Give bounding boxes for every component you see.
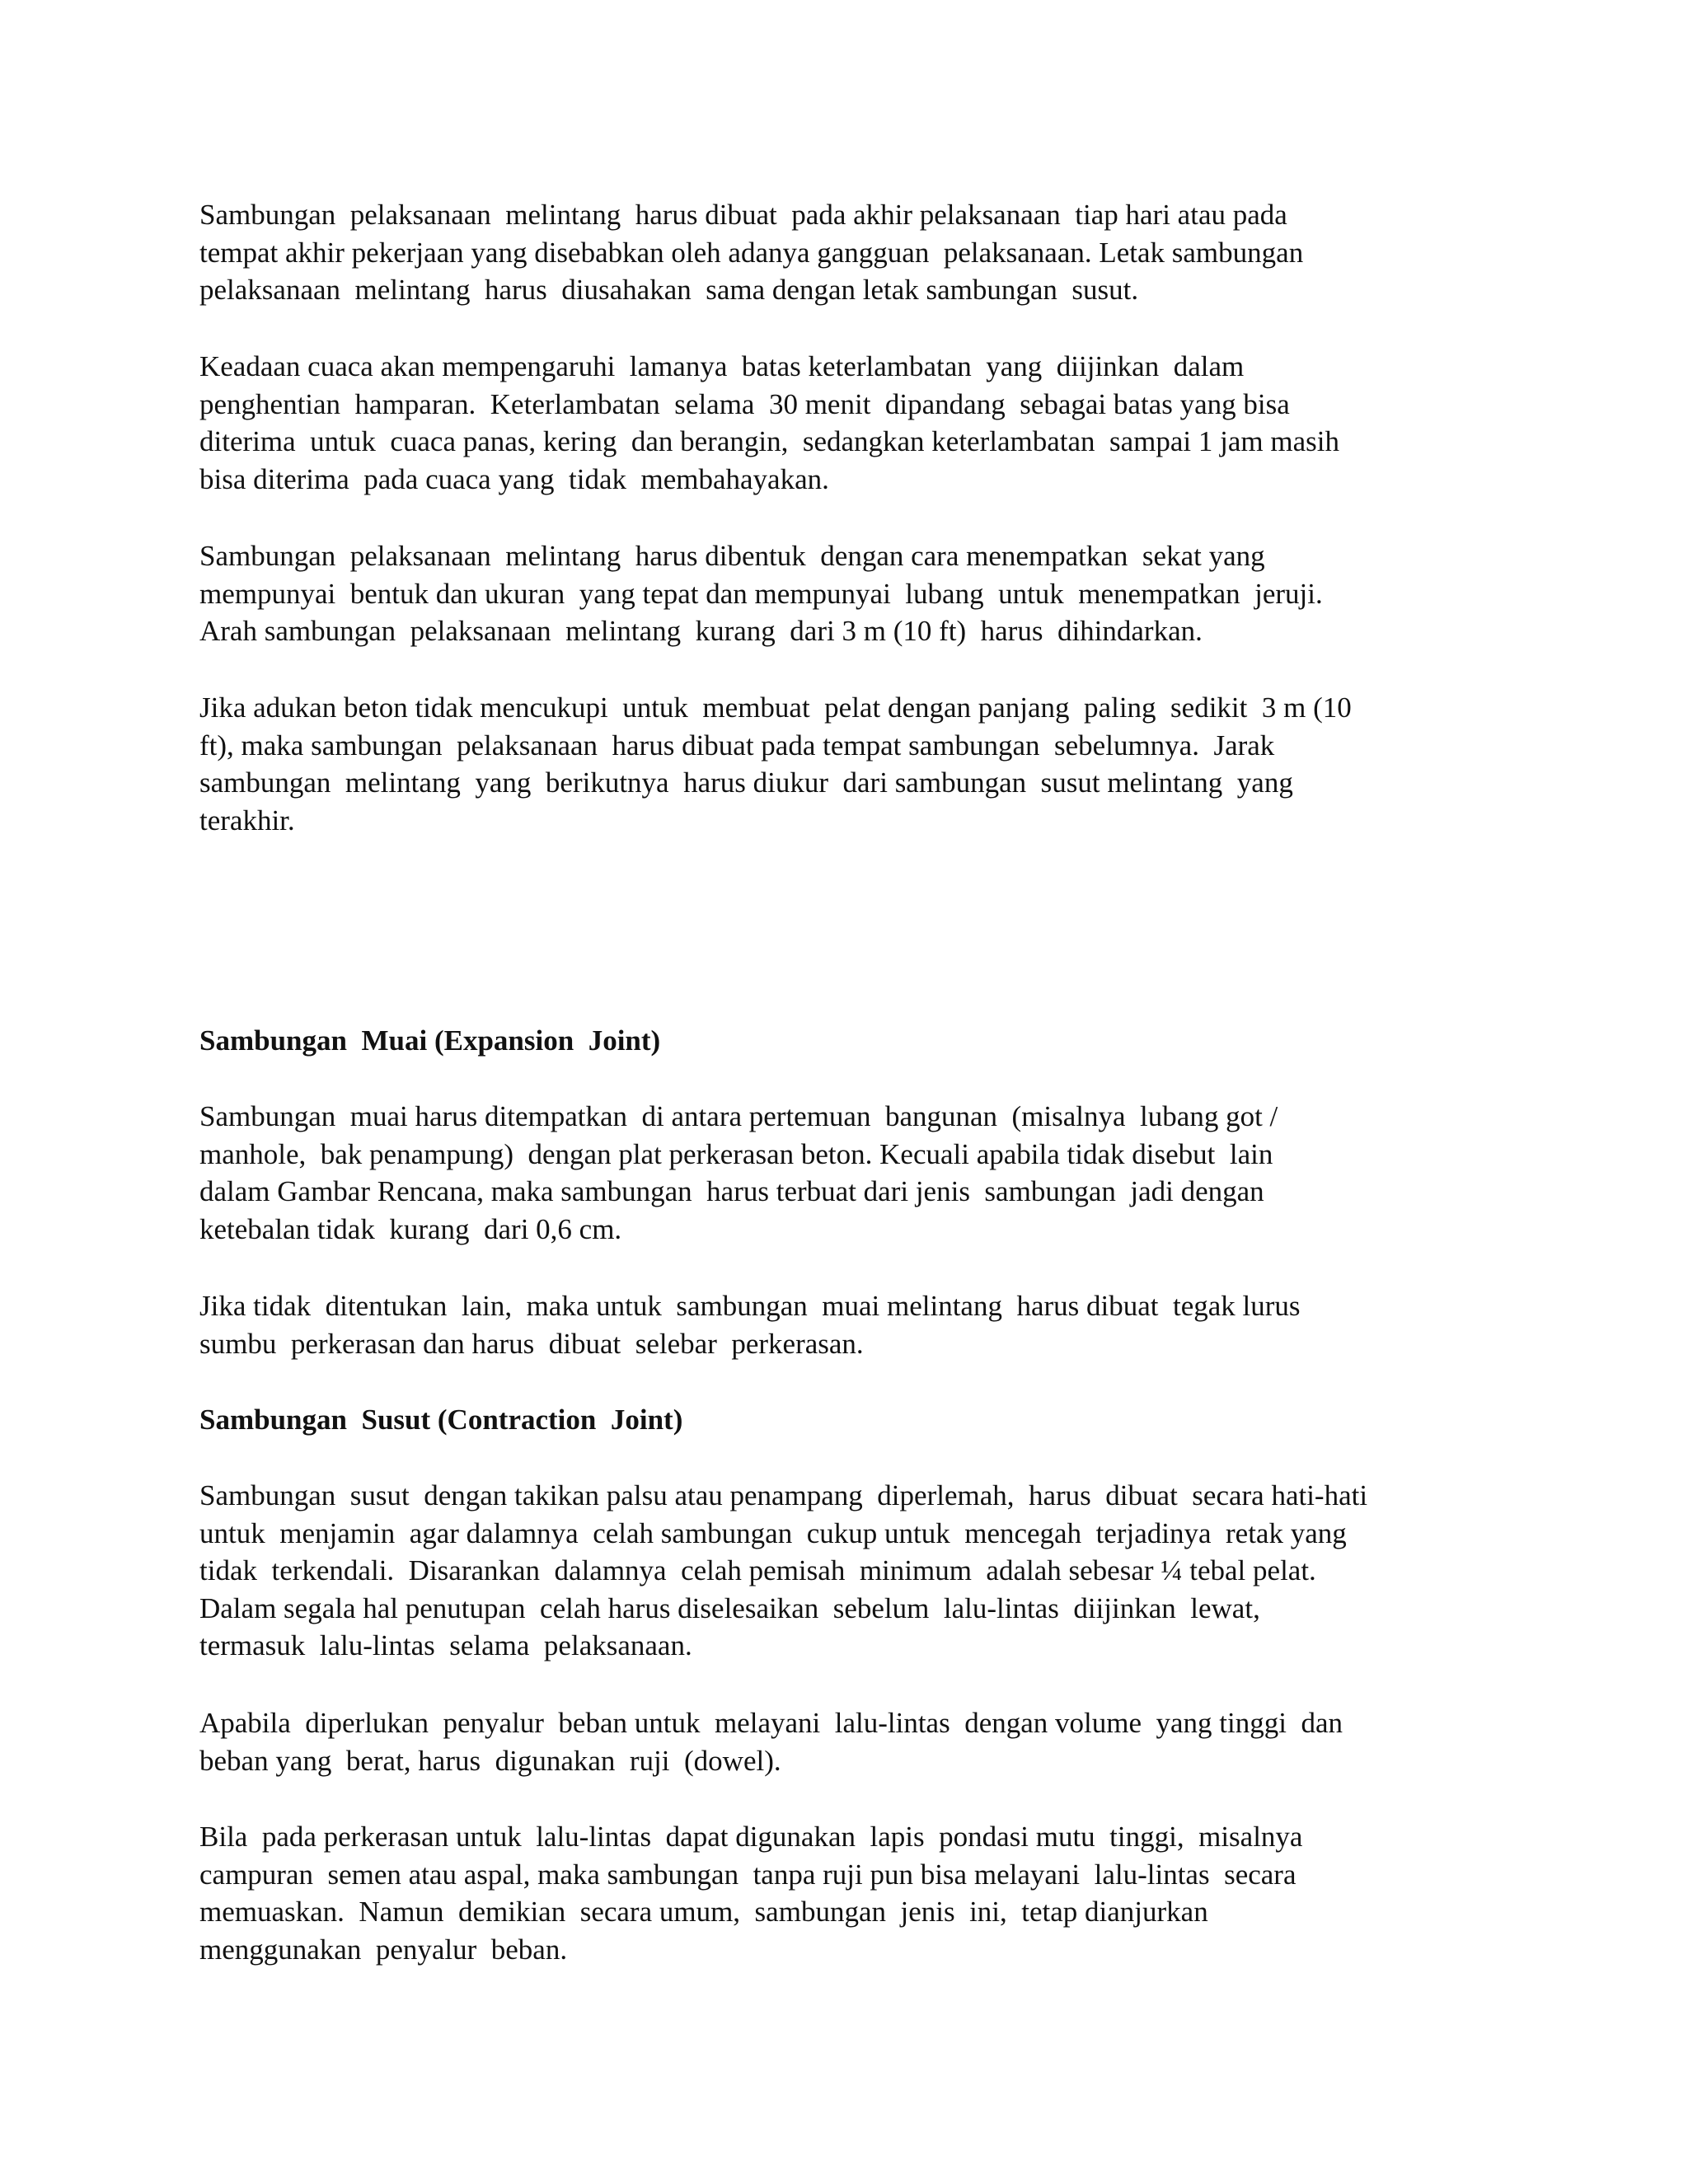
text-line: termasuk lalu-lintas selama pelaksanaan. <box>199 1629 692 1661</box>
text-line: tidak terkendali. Disarankan dalamnya celah pemisah minimum adalah sebesar ¼ tebal pelat. <box>199 1554 1316 1586</box>
text-line: tempat akhir pekerjaan yang disebabkan oleh adanya gangguan pelaksanaan. Letak sambungan <box>199 236 1304 269</box>
text-line: untuk menjamin agar dalamnya celah sambungan cukup untuk mencegah terjadinya retak yang <box>199 1516 1347 1549</box>
text-line: Apabila diperlukan penyalur beban untuk melayani lalu-lintas dengan volume yang tinggi dan <box>199 1707 1343 1739</box>
text-line: campuran semen atau aspal, maka sambungan tanpa ruji pun bisa melayani lalu-lintas secara <box>199 1858 1296 1891</box>
paragraph-sambungan-pelaksanaan-intro <box>199 196 1303 309</box>
text-line: ketebalan tidak kurang dari 0,6 cm. <box>199 1212 622 1245</box>
text-line: Sambungan pelaksanaan melintang harus dibuat pada akhir pelaksanaan tiap hari atau pada <box>199 199 1287 231</box>
text-line: Sambungan pelaksanaan melintang harus dibentuk dengan cara menempatkan sekat yang <box>199 540 1265 572</box>
text-line: beban yang berat, harus digunakan ruji (dowel). <box>199 1744 781 1777</box>
text-line: Keadaan cuaca akan mempengaruhi lamanya batas keterlambatan yang diijinkan dalam <box>199 350 1245 382</box>
text-line: Sambungan susut dengan takikan palsu atau penampang diperlemah, harus dibuat secara hati-hati <box>199 1479 1368 1511</box>
text-line: sambungan melintang yang berikutnya harus diukur dari sambungan susut melintang yang <box>199 766 1293 799</box>
text-line: terakhir. <box>199 804 295 837</box>
text-line: mempunyai bentuk dan ukuran yang tepat dan mempunyai lubang untuk menempatkan jeruji. <box>199 577 1323 610</box>
text-line: menggunakan penyalur beban. <box>199 1933 568 1966</box>
paragraph-adukan-beton <box>199 689 1352 839</box>
paragraph-sambungan-muai <box>199 1098 1278 1248</box>
text-line: bisa diterima pada cuaca yang tidak membahayakan. <box>199 462 829 495</box>
text-line: Sambungan muai harus ditempatkan di antara pertemuan bangunan (misalnya lubang got / <box>199 1100 1278 1132</box>
text-line: dalam Gambar Rencana, maka sambungan harus terbuat dari jenis sambungan jadi dengan <box>199 1175 1264 1207</box>
text-line: memuaskan. Namun demikian secara umum, sambungan jenis ini, tetap dianjurkan <box>199 1896 1208 1928</box>
text-line: manhole, bak penampung) dengan plat perkerasan beton. Kecuali apabila tidak disebut lain <box>199 1137 1273 1170</box>
text-line: Jika tidak ditentukan lain, maka untuk sambungan muai melintang harus dibuat tegak lurus <box>199 1290 1301 1322</box>
paragraph-sekat-jeruji <box>199 537 1323 650</box>
paragraph-sambungan-susut <box>199 1477 1367 1665</box>
paragraph-muai-melintang <box>199 1287 1301 1362</box>
paragraph-penyalur-beban <box>199 1704 1343 1779</box>
text-line: Dalam segala hal penutupan celah harus diselesaikan sebelum lalu-lintas diijinkan lewat, <box>199 1591 1260 1624</box>
text-line: pelaksanaan melintang harus diusahakan sama dengan letak sambungan susut. <box>199 274 1139 306</box>
text-line: sumbu perkerasan dan harus dibuat selebar perkerasan. <box>199 1327 864 1360</box>
text-line: penghentian hamparan. Keterlambatan selama 30 menit dipandang sebagai batas yang bisa <box>199 387 1290 420</box>
text-line: Jika adukan beton tidak mencukupi untuk membuat pelat dengan panjang paling sedikit 3 m (10 <box>199 691 1352 724</box>
heading-expansion-joint: Sambungan Muai (Expansion Joint) <box>199 1024 661 1057</box>
text-line: Bila pada perkerasan untuk lalu-lintas dapat digunakan lapis pondasi mutu tinggi, misalnya <box>199 1821 1303 1853</box>
paragraph-lapis-pondasi <box>199 1818 1302 1968</box>
heading-contraction-joint: Sambungan Susut (Contraction Joint) <box>199 1404 683 1436</box>
text-line: Arah sambungan pelaksanaan melintang kurang dari 3 m (10 ft) harus dihindarkan. <box>199 615 1203 647</box>
text-line: diterima untuk cuaca panas, kering dan berangin, sedangkan keterlambatan sampai 1 jam masih <box>199 425 1339 457</box>
text-line: ft), maka sambungan pelaksanaan harus dibuat pada tempat sambungan sebelumnya. Jarak <box>199 729 1275 762</box>
paragraph-keadaan-cuaca <box>199 348 1339 498</box>
